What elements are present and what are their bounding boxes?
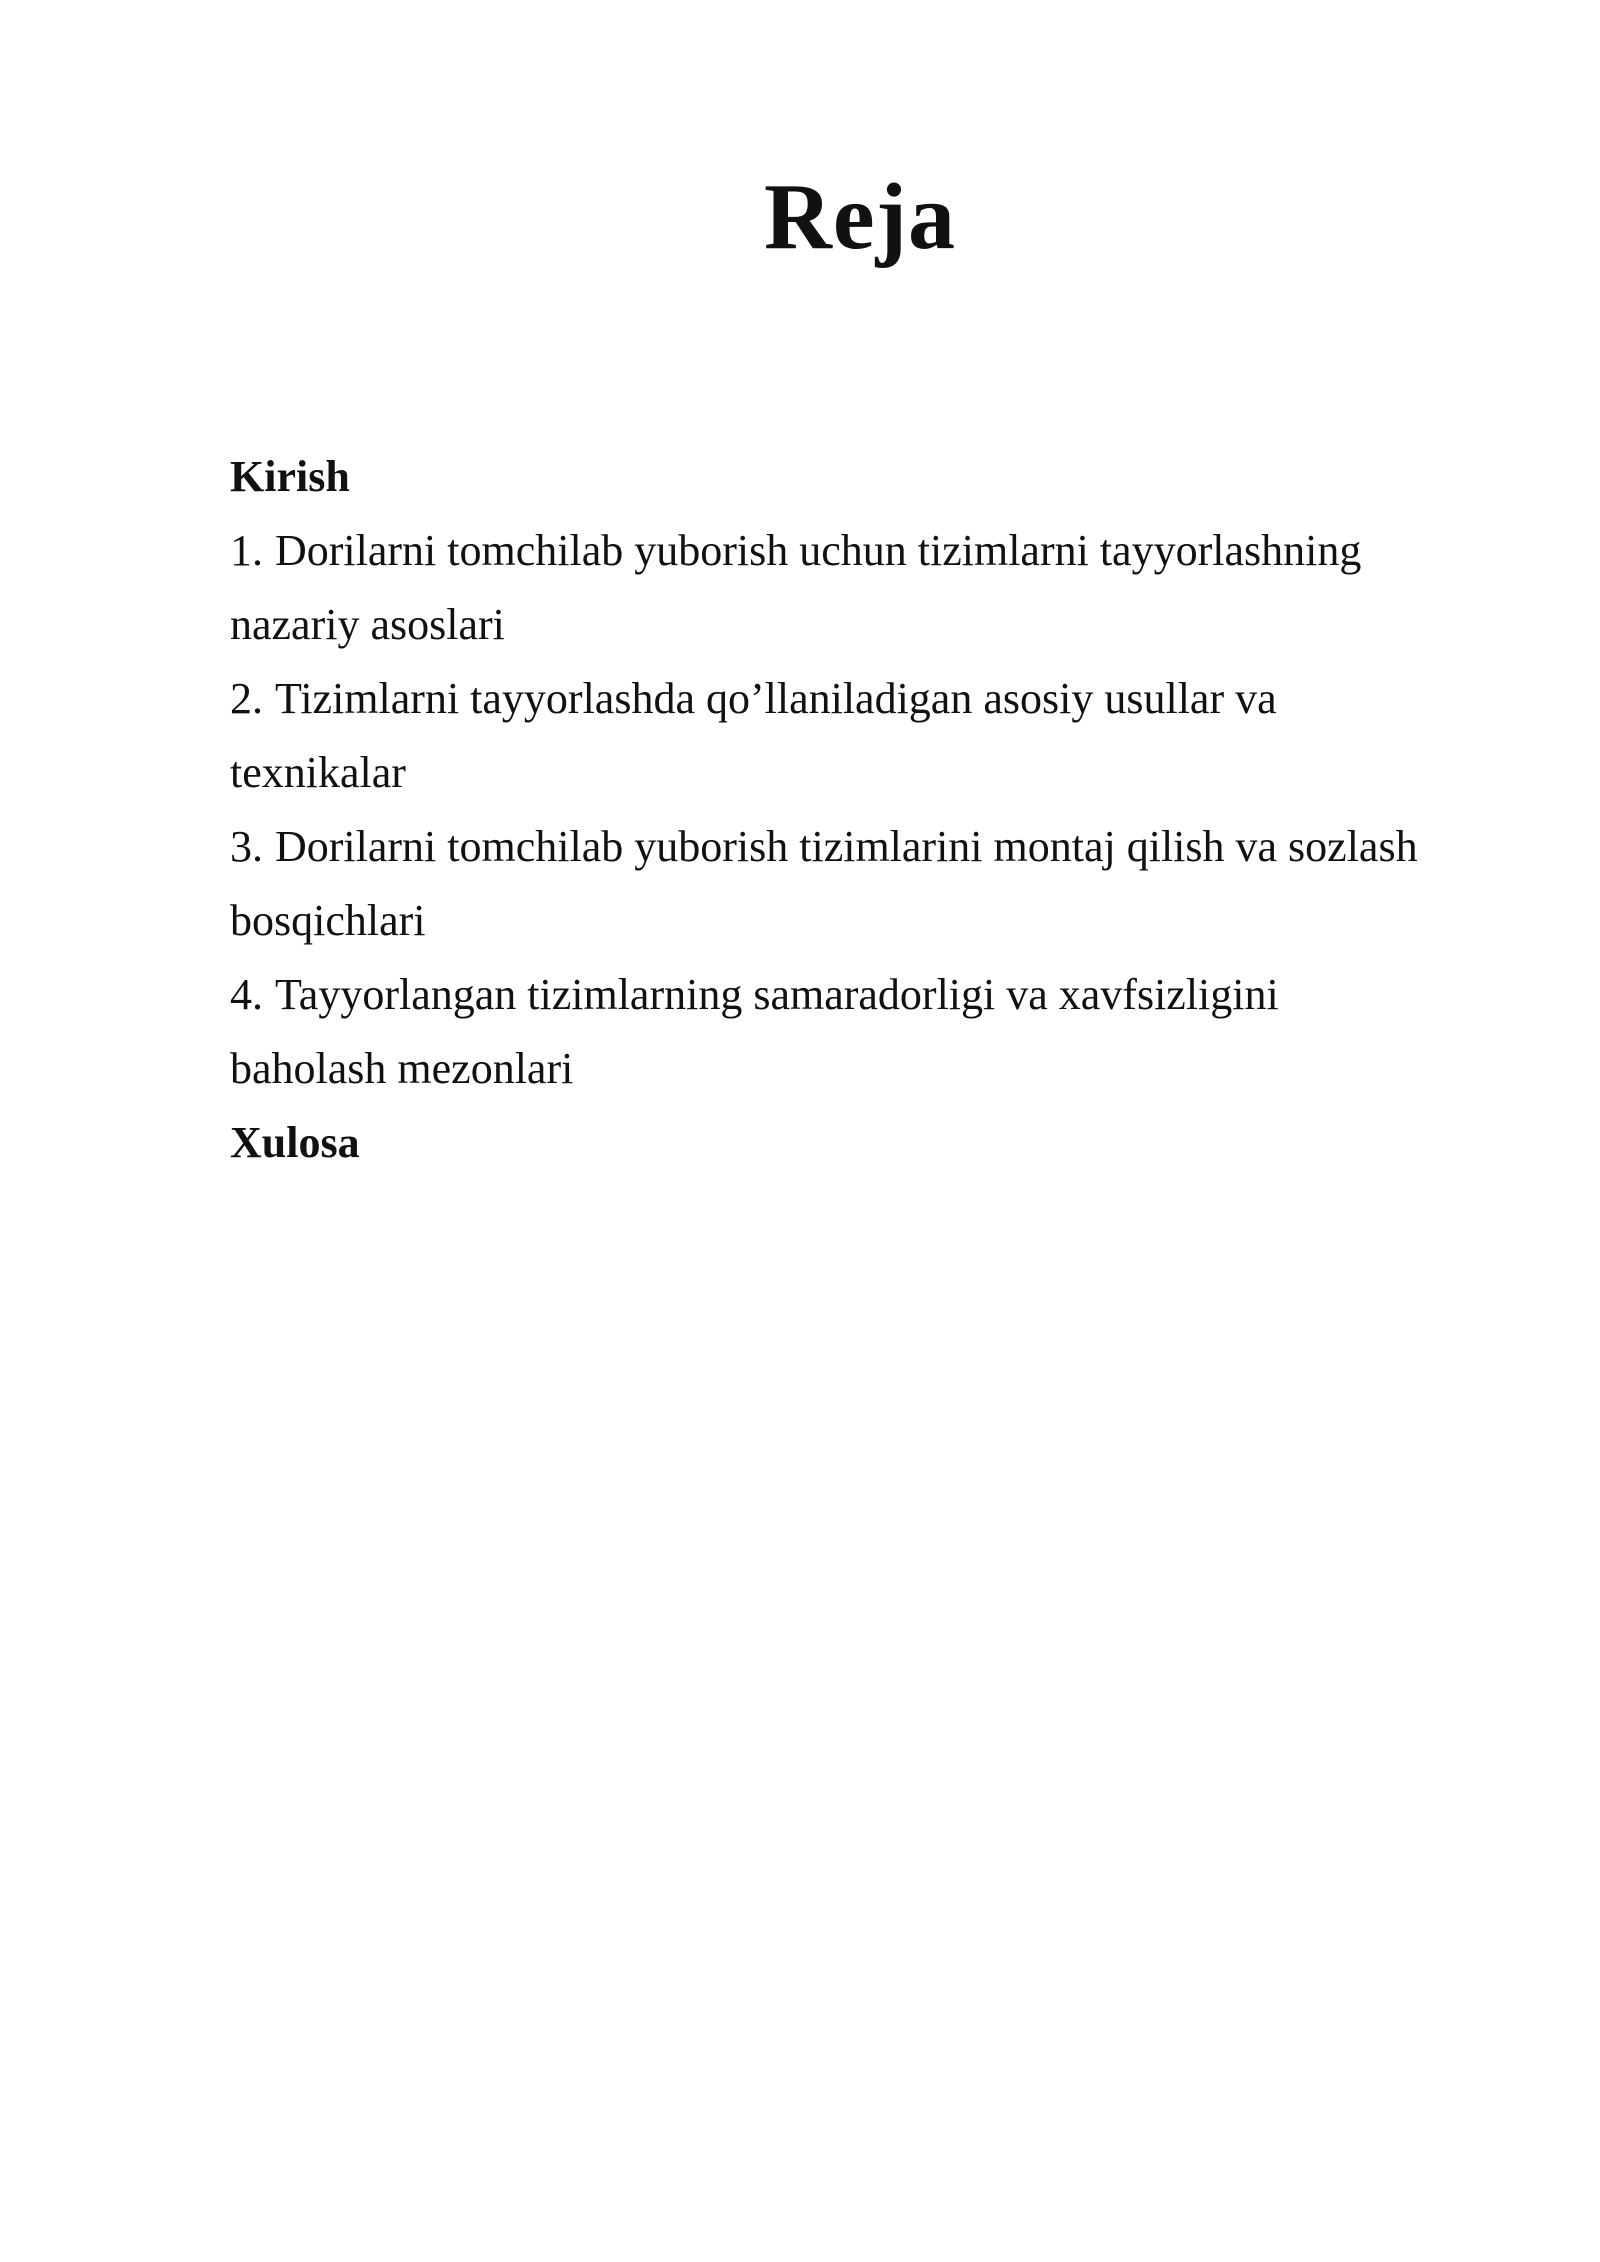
plan-item-4-line-2: baholash mezonlari: [230, 1044, 574, 1093]
plan-item-2-number: 2.: [230, 674, 263, 723]
plan-item-3-line-1: [230, 810, 1530, 884]
plan-item-2-line-1: [230, 662, 1530, 736]
plan-item-3-number: 3.: [230, 822, 263, 871]
plan-item-3-line-2: bosqichlari: [230, 896, 426, 945]
page-title: Reja: [764, 165, 956, 269]
plan-item-4-number: 4.: [230, 970, 263, 1019]
plan-list: [230, 440, 1530, 1180]
plan-item-4-line-1: [230, 958, 1530, 1032]
plan-item-4-text: Tayyorlangan tizimlarning samaradorligi va xavfsizligini: [275, 970, 1279, 1019]
conclusion-heading: Xulosa: [230, 1118, 360, 1167]
plan-item-1-line-2: nazariy asoslari: [230, 600, 505, 649]
plan-item-1-number: 1.: [230, 526, 263, 575]
plan-item-2-text: Tizimlarni tayyorlashda qo’llaniladigan asosiy usullar va: [275, 674, 1277, 723]
plan-item-1-text: Dorilarni tomchilab yuborish uchun tizimlarni tayyorlashning: [275, 526, 1362, 575]
plan-item-1-line-1: [230, 514, 1530, 588]
plan-item-3-text: Dorilarni tomchilab yuborish tizimlarini montaj qilish va sozlash: [275, 822, 1418, 871]
intro-heading: Kirish: [230, 452, 350, 501]
plan-item-2-line-2: texnikalar: [230, 748, 406, 797]
